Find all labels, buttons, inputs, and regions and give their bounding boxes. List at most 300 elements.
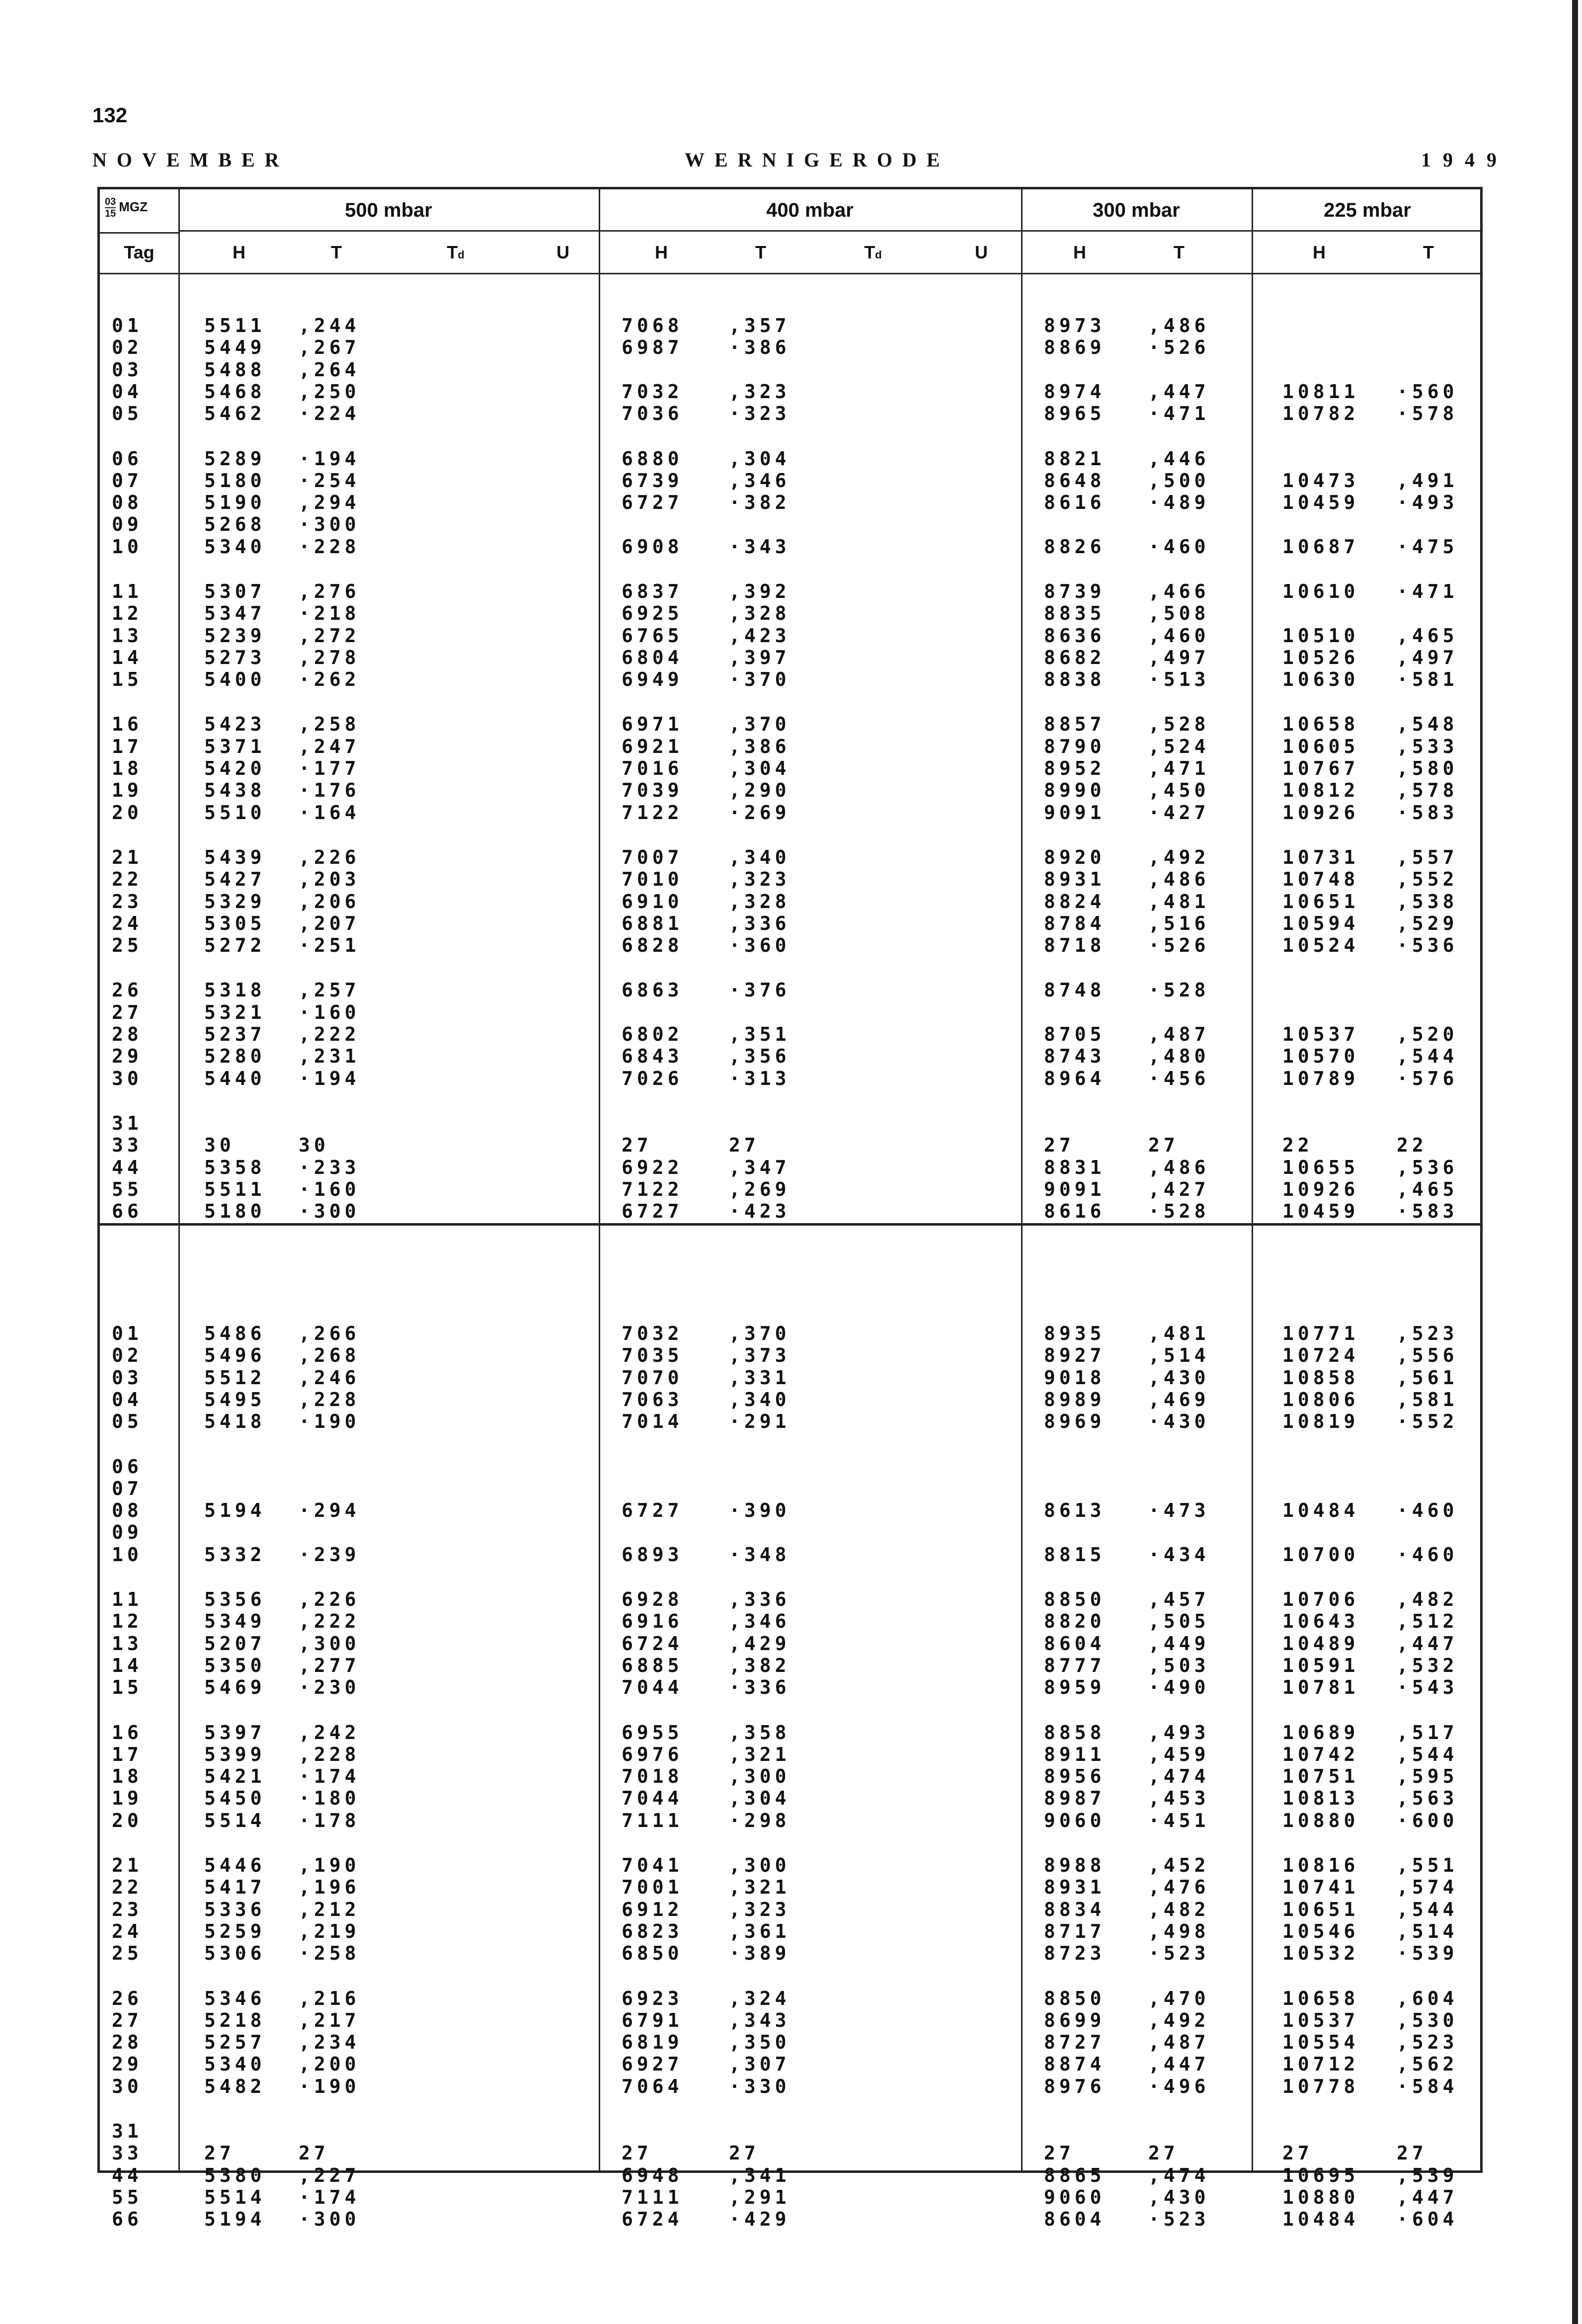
cell-t500: ,267 [299, 336, 360, 358]
cell-t300: ·430 [1148, 1411, 1210, 1432]
cell-h400: 6819 [622, 2031, 683, 2053]
cell-t500: ·300 [299, 513, 360, 535]
cell-h225: 10751 [1282, 1765, 1359, 1787]
cell-tag: 07 [112, 1478, 143, 1499]
cell-tag: 25 [112, 1942, 143, 1964]
cell-t400: ,269 [729, 1178, 791, 1200]
cell-t400: ,291 [729, 2186, 791, 2208]
cell-t300: ,486 [1148, 1157, 1210, 1178]
cell-h225: 10926 [1282, 1178, 1359, 1200]
cell-t300: ·490 [1148, 1676, 1210, 1698]
cell-t300: ,503 [1148, 1655, 1210, 1676]
cell-t225: ·539 [1397, 1942, 1458, 1964]
cell-t300: ,447 [1148, 2053, 1210, 2075]
cell-t300: ,528 [1148, 713, 1210, 735]
cell-tag: 09 [112, 1521, 143, 1543]
cell-t225: ,580 [1397, 757, 1458, 779]
cell-t400: ,341 [729, 2164, 791, 2186]
cell-h400: 6916 [622, 1610, 683, 1632]
cell-t400: ,336 [729, 913, 791, 934]
col-divider [1021, 189, 1023, 2170]
cell-t500: ·258 [299, 1942, 360, 1964]
cell-t500: ·262 [299, 668, 360, 690]
cell-t500: ·176 [299, 779, 360, 801]
cell-h500: 5180 [204, 1200, 266, 1222]
cell-t500: ,294 [299, 492, 360, 513]
cell-tag: 03 [112, 1367, 143, 1389]
col-h-225: H [1313, 242, 1326, 262]
cell-t225: ,523 [1397, 2031, 1458, 2053]
cell-tag: 05 [112, 403, 143, 424]
cell-t225: ,574 [1397, 1876, 1458, 1898]
cell-h400: 7064 [622, 2075, 683, 2097]
cell-t300: ,480 [1148, 1045, 1210, 1067]
cell-h300: 8821 [1044, 448, 1106, 470]
cell-t300: ,449 [1148, 1633, 1210, 1655]
cell-h300: 8613 [1044, 1499, 1106, 1521]
cell-h225: 10689 [1282, 1722, 1359, 1743]
cell-tag: 01 [112, 315, 143, 336]
header-divider [100, 232, 178, 234]
cell-h400: 7122 [622, 1178, 683, 1200]
cell-t500: ,242 [299, 1722, 360, 1743]
cell-h300: 27 [1044, 1134, 1075, 1156]
cell-t400: ,382 [729, 1655, 791, 1676]
cell-t500: ,234 [299, 2031, 360, 2053]
cell-tag: 14 [112, 1655, 143, 1676]
cell-h400: 27 [622, 1134, 652, 1156]
cell-t300: ·528 [1148, 1200, 1210, 1222]
cell-t500: ·160 [299, 1001, 360, 1023]
cell-t400: ·360 [729, 934, 791, 956]
cell-t500: ,278 [299, 647, 360, 668]
cell-tag: 28 [112, 2031, 143, 2053]
cell-tag: 12 [112, 602, 143, 624]
cell-t300: ·526 [1148, 336, 1210, 358]
cell-h500: 5207 [204, 1633, 266, 1655]
cell-h400: 7036 [622, 403, 683, 424]
cell-h500: 5358 [204, 1157, 266, 1178]
cell-h500: 5400 [204, 668, 266, 690]
cell-t225: ·581 [1397, 668, 1458, 690]
cell-t300: ,450 [1148, 779, 1210, 801]
cell-h225: 10742 [1282, 1743, 1359, 1765]
cell-h225: 10489 [1282, 1633, 1359, 1655]
cell-t400: ·382 [729, 492, 791, 513]
cell-h300: 8838 [1044, 668, 1106, 690]
cell-tag: 55 [112, 2186, 143, 2208]
cell-h500: 5440 [204, 1068, 266, 1089]
header-month: NOVEMBER [92, 149, 289, 171]
cell-h225: 10594 [1282, 913, 1359, 934]
cell-h400: 6724 [622, 2208, 683, 2230]
col-h-300: H [1073, 242, 1086, 262]
cell-h300: 8820 [1044, 1610, 1106, 1632]
cell-h225: 10591 [1282, 1655, 1359, 1676]
cell-h500: 5397 [204, 1722, 266, 1743]
cell-tag: 29 [112, 1045, 143, 1067]
cell-tag: 12 [112, 1610, 143, 1632]
cell-tag: 22 [112, 1876, 143, 1898]
cell-h500: 5462 [204, 403, 266, 424]
cell-t300: 27 [1148, 1134, 1179, 1156]
cell-t500: ,206 [299, 891, 360, 913]
cell-h300: 8831 [1044, 1157, 1106, 1178]
cell-t300: ,500 [1148, 470, 1210, 492]
cell-t225: ·584 [1397, 2075, 1458, 2097]
cell-h225: 10712 [1282, 2053, 1359, 2075]
cell-t225: 27 [1397, 2142, 1427, 2164]
cell-h400: 6885 [622, 1655, 683, 1676]
cell-t500: 30 [299, 1134, 329, 1156]
cell-h500: 5194 [204, 1499, 266, 1521]
cell-t500: ·239 [299, 1544, 360, 1566]
cell-h400: 6802 [622, 1023, 683, 1045]
cell-t400: ·389 [729, 1942, 791, 1964]
group-225: 225 mbar [1324, 199, 1411, 221]
cell-t300: ,505 [1148, 1610, 1210, 1632]
cell-tag: 16 [112, 1722, 143, 1743]
cell-h500: 27 [204, 2142, 235, 2164]
cell-h300: 8857 [1044, 713, 1106, 735]
cell-tag: 14 [112, 647, 143, 668]
cell-h500: 5371 [204, 736, 266, 757]
cell-tag: 28 [112, 1023, 143, 1045]
cell-t500: ·233 [299, 1157, 360, 1178]
cell-t400: ,321 [729, 1743, 791, 1765]
cell-h500: 5190 [204, 492, 266, 513]
cell-h300: 9060 [1044, 1810, 1106, 1831]
cell-t400: ,331 [729, 1367, 791, 1389]
cell-t500: ·194 [299, 1068, 360, 1089]
cell-h400: 6727 [622, 492, 683, 513]
cell-t400: ·386 [729, 336, 791, 358]
cell-h400: 27 [622, 2142, 652, 2164]
cell-h400: 7039 [622, 779, 683, 801]
cell-tag: 01 [112, 1323, 143, 1344]
cell-h400: 7111 [622, 2186, 683, 2208]
cell-tag: 24 [112, 913, 143, 934]
cell-t300: 27 [1148, 2142, 1179, 2164]
cell-h300: 8911 [1044, 1743, 1106, 1765]
cell-t300: ,524 [1148, 736, 1210, 757]
cell-h225: 10771 [1282, 1323, 1359, 1344]
cell-h400: 6739 [622, 470, 683, 492]
cell-h300: 8976 [1044, 2075, 1106, 2097]
cell-t400: ,323 [729, 1899, 791, 1920]
cell-h500: 5418 [204, 1411, 266, 1432]
cell-tag: 30 [112, 1068, 143, 1089]
cell-tag: 03 [112, 359, 143, 381]
cell-h225: 10655 [1282, 1157, 1359, 1178]
cell-t400: ·370 [729, 668, 791, 690]
cell-h400: 6765 [622, 625, 683, 647]
cell-t400: ,429 [729, 1633, 791, 1655]
cell-tag: 08 [112, 492, 143, 513]
cell-t400: ,356 [729, 1045, 791, 1067]
cell-tag: 08 [112, 1499, 143, 1521]
cell-t300: ,453 [1148, 1787, 1210, 1809]
cell-t400: ,328 [729, 891, 791, 913]
cell-h500: 5514 [204, 2186, 266, 2208]
cell-tag: 23 [112, 891, 143, 913]
cell-h300: 9018 [1044, 1367, 1106, 1389]
cell-h400: 6727 [622, 1499, 683, 1521]
cell-t300: ,447 [1148, 381, 1210, 403]
cell-t225: ,581 [1397, 1389, 1458, 1411]
cell-h400: 6727 [622, 1200, 683, 1222]
cell-h500: 5259 [204, 1920, 266, 1942]
cell-tag: 19 [112, 1787, 143, 1809]
cell-t400: ,351 [729, 1023, 791, 1045]
cell-h400: 7041 [622, 1854, 683, 1876]
cell-t300: ·434 [1148, 1544, 1210, 1566]
cell-t400: ,346 [729, 1610, 791, 1632]
cell-h500: 5486 [204, 1323, 266, 1344]
cell-h225: 10605 [1282, 736, 1359, 757]
cell-t300: ,470 [1148, 1988, 1210, 2009]
cell-tag: 26 [112, 979, 143, 1001]
cell-h500: 5469 [204, 1676, 266, 1698]
cell-h400: 6976 [622, 1743, 683, 1765]
cell-t300: ,481 [1148, 891, 1210, 913]
cell-h500: 5438 [204, 779, 266, 801]
col-h-500: H [233, 242, 245, 262]
cell-t300: ,469 [1148, 1389, 1210, 1411]
cell-tag: 33 [112, 2142, 143, 2164]
col-u-400: U [975, 242, 988, 262]
cell-h500: 5468 [204, 381, 266, 403]
cell-h500: 5439 [204, 846, 266, 868]
cell-t400: ·343 [729, 536, 791, 558]
cell-tag: 23 [112, 1899, 143, 1920]
cell-t300: ·471 [1148, 403, 1210, 424]
cell-h400: 6893 [622, 1544, 683, 1566]
cell-t400: ,290 [729, 779, 791, 801]
cell-t300: ,514 [1148, 1344, 1210, 1366]
col-h-400: H [655, 242, 668, 262]
cell-h500: 5512 [204, 1367, 266, 1389]
cell-tag: 27 [112, 1001, 143, 1023]
cell-h400: 6955 [622, 1722, 683, 1743]
cell-tag: 04 [112, 1389, 143, 1411]
cell-t400: ,346 [729, 470, 791, 492]
cell-h500: 5347 [204, 602, 266, 624]
cell-h400: 7032 [622, 1323, 683, 1344]
section-divider [100, 1223, 1480, 1226]
cell-h500: 5289 [204, 448, 266, 470]
cell-h400: 7032 [622, 381, 683, 403]
cell-t225: ,517 [1397, 1722, 1458, 1743]
cell-t400: ,350 [729, 2031, 791, 2053]
cell-t400: ,323 [729, 868, 791, 890]
cell-h400: 7044 [622, 1676, 683, 1698]
cell-t225: ,544 [1397, 1743, 1458, 1765]
cell-h500: 5257 [204, 2031, 266, 2053]
cell-tag: 24 [112, 1920, 143, 1942]
cell-t300: ,493 [1148, 1722, 1210, 1743]
cell-t225: ·604 [1397, 2208, 1458, 2230]
cell-h400: 6828 [622, 934, 683, 956]
col-t-400: T [755, 242, 766, 262]
cell-h225: 10789 [1282, 1068, 1359, 1089]
col-divider [1252, 189, 1253, 2170]
cell-t225: ·583 [1397, 802, 1458, 824]
cell-t300: ,430 [1148, 2186, 1210, 2208]
cell-h500: 5427 [204, 868, 266, 890]
cell-t500: ·174 [299, 2186, 360, 2208]
cell-h400: 6850 [622, 1942, 683, 1964]
col-divider [599, 189, 600, 2170]
cell-t400: ·376 [729, 979, 791, 1001]
cell-h500: 5349 [204, 1610, 266, 1632]
cell-t225: ,563 [1397, 1787, 1458, 1809]
cell-h400: 6928 [622, 1588, 683, 1610]
cell-tag: 09 [112, 513, 143, 535]
cell-t400: ,347 [729, 1157, 791, 1178]
cell-h300: 8739 [1044, 581, 1106, 602]
cell-t300: ,466 [1148, 581, 1210, 602]
cell-t225: ,514 [1397, 1920, 1458, 1942]
cell-t225: ,551 [1397, 1854, 1458, 1876]
cell-t300: ·456 [1148, 1068, 1210, 1089]
cell-tag: 15 [112, 1676, 143, 1698]
cell-h300: 8973 [1044, 315, 1106, 336]
cell-h400: 6927 [622, 2053, 683, 2075]
cell-h300: 8931 [1044, 1876, 1106, 1898]
cell-t500: ,258 [299, 713, 360, 735]
header-station: WERNIGERODE [685, 149, 950, 171]
cell-t400: ,370 [729, 1323, 791, 1344]
cell-t225: ·460 [1397, 1544, 1458, 1566]
cell-t300: ,492 [1148, 846, 1210, 868]
cell-h225: 10554 [1282, 2031, 1359, 2053]
cell-t500: ,276 [299, 581, 360, 602]
cell-t500: ,212 [299, 1899, 360, 1920]
cell-h400: 7070 [622, 1367, 683, 1389]
cell-tag: 19 [112, 779, 143, 801]
cell-t500: ,203 [299, 868, 360, 890]
cell-h300: 8777 [1044, 1655, 1106, 1676]
cell-h225: 10459 [1282, 1200, 1359, 1222]
cell-h225: 10524 [1282, 934, 1359, 956]
cell-t500: ,190 [299, 1854, 360, 1876]
cell-t225: ·552 [1397, 1411, 1458, 1432]
cell-h500: 5268 [204, 513, 266, 535]
cell-h500: 5423 [204, 713, 266, 735]
cell-t500: ,226 [299, 1588, 360, 1610]
cell-h400: 7007 [622, 846, 683, 868]
cell-t400: ,423 [729, 625, 791, 647]
cell-h225: 10610 [1282, 581, 1359, 602]
group-300: 300 mbar [1093, 199, 1180, 221]
cell-t300: ,474 [1148, 1765, 1210, 1787]
cell-t225: ,548 [1397, 713, 1458, 735]
cell-t400: ·336 [729, 1676, 791, 1698]
col-t-300: T [1174, 242, 1185, 262]
cell-h500: 5449 [204, 336, 266, 358]
cell-t300: ·451 [1148, 1810, 1210, 1831]
cell-h400: 6922 [622, 1157, 683, 1178]
cell-h300: 8705 [1044, 1023, 1106, 1045]
cell-h300: 8952 [1044, 757, 1106, 779]
cell-h400: 7035 [622, 1344, 683, 1366]
cell-h300: 8959 [1044, 1676, 1106, 1698]
cell-h300: 8990 [1044, 779, 1106, 801]
cell-h225: 10731 [1282, 846, 1359, 868]
cell-tag: 55 [112, 1178, 143, 1200]
cell-tag: 66 [112, 2208, 143, 2230]
cell-tag: 22 [112, 868, 143, 890]
cell-h225: 10630 [1282, 668, 1359, 690]
cell-t400: ,343 [729, 2009, 791, 2031]
cell-t400: ·423 [729, 1200, 791, 1222]
cell-t500: ,226 [299, 846, 360, 868]
cell-h225: 10526 [1282, 647, 1359, 668]
cell-h300: 8987 [1044, 1787, 1106, 1809]
cell-h225: 27 [1282, 2142, 1313, 2164]
cell-h225: 10926 [1282, 802, 1359, 824]
cell-h300: 8718 [1044, 934, 1106, 956]
cell-t400: ,304 [729, 1787, 791, 1809]
cell-tag: 66 [112, 1200, 143, 1222]
cell-tag: 02 [112, 336, 143, 358]
cell-t300: ,508 [1148, 602, 1210, 624]
cell-h225: 10706 [1282, 1588, 1359, 1610]
tag-header: Tag [124, 242, 155, 262]
cell-h300: 8790 [1044, 736, 1106, 757]
cell-t500: ·194 [299, 448, 360, 470]
cell-h500: 5272 [204, 934, 266, 956]
cell-h300: 8824 [1044, 891, 1106, 913]
cell-h400: 6971 [622, 713, 683, 735]
cell-h300: 8965 [1044, 403, 1106, 424]
cell-t300: ,452 [1148, 1854, 1210, 1876]
cell-h225: 10811 [1282, 381, 1359, 403]
cell-h500: 5340 [204, 536, 266, 558]
cell-h225: 22 [1282, 1134, 1313, 1156]
cell-h225: 10537 [1282, 2009, 1359, 2031]
cell-t400: ,392 [729, 581, 791, 602]
cell-t500: ,216 [299, 1988, 360, 2009]
data-table [97, 187, 1483, 2230]
cell-tag: 13 [112, 625, 143, 647]
cell-h500: 5496 [204, 1344, 266, 1366]
cell-h300: 8974 [1044, 381, 1106, 403]
cell-t225: ,557 [1397, 846, 1458, 868]
cell-t225: ,595 [1397, 1765, 1458, 1787]
cell-h300: 8869 [1044, 336, 1106, 358]
cell-t300: ,446 [1148, 448, 1210, 470]
cell-h225: 10484 [1282, 2208, 1359, 2230]
cell-tag: 25 [112, 934, 143, 956]
cell-h300: 8935 [1044, 1323, 1106, 1344]
cell-t225: ,482 [1397, 1588, 1458, 1610]
col-td-500: Td [447, 242, 465, 262]
cell-t400: ,357 [729, 315, 791, 336]
cell-h225: 10813 [1282, 1787, 1359, 1809]
cell-h500: 5421 [204, 1765, 266, 1787]
cell-t400: ·323 [729, 403, 791, 424]
cell-t300: ,482 [1148, 1899, 1210, 1920]
cell-h500: 5399 [204, 1743, 266, 1765]
cell-t400: ·429 [729, 2208, 791, 2230]
cell-h300: 8850 [1044, 1988, 1106, 2009]
cell-t500: ,264 [299, 359, 360, 381]
cell-h300: 8616 [1044, 1200, 1106, 1222]
cell-tag: 20 [112, 1810, 143, 1831]
cell-tag: 21 [112, 1854, 143, 1876]
